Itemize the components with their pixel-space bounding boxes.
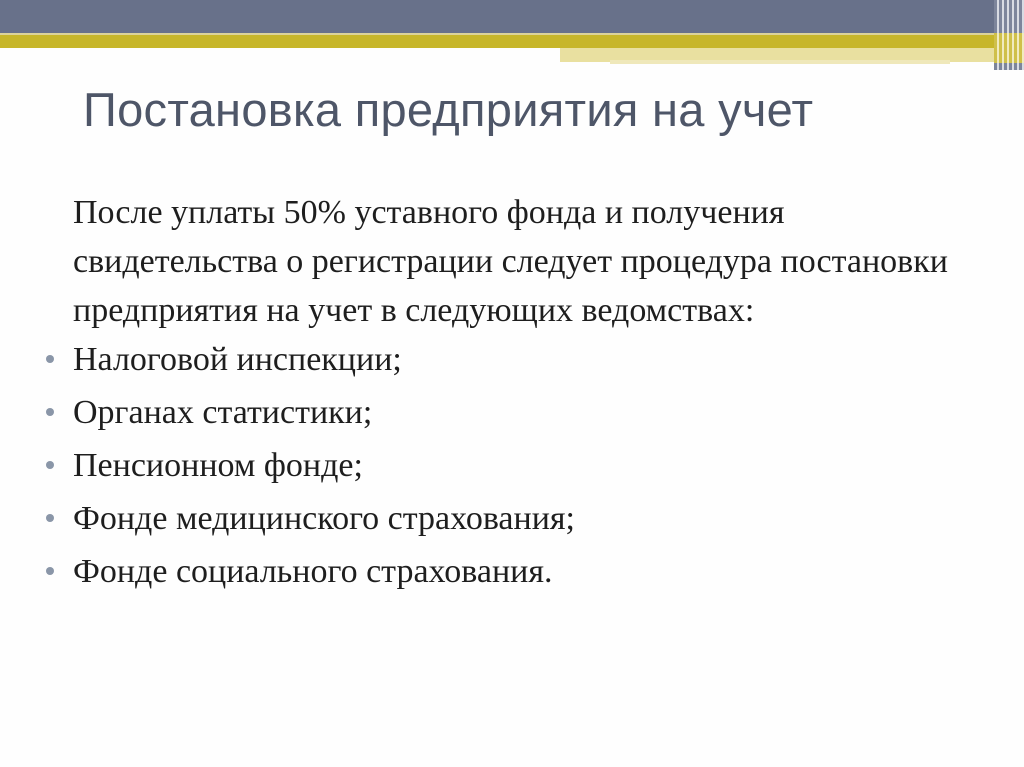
intro-paragraph: После уплаты 50% уставного фонда и получения свидетельства о регистрации следует процедура постановки предприятия на учет в следующих ведомствах:	[73, 194, 948, 329]
list-item	[73, 494, 993, 543]
bullet-dot-icon	[46, 461, 54, 469]
list-item-label: Органах статистики;	[73, 394, 373, 431]
list-item	[73, 335, 993, 384]
header-band-highlight	[0, 33, 994, 35]
list-item	[73, 441, 993, 490]
list-item	[73, 547, 993, 596]
header-band-gray	[0, 0, 994, 33]
list-item-label: Налоговой инспекции;	[73, 341, 402, 378]
bullet-dot-icon	[46, 408, 54, 416]
header-band-yellow-pale	[610, 60, 950, 64]
agencies-list	[73, 335, 993, 596]
slide-title: Постановка предприятия на учет	[83, 83, 814, 136]
list-item-label: Фонде медицинского страхования;	[73, 500, 575, 537]
list-item-label: Фонде социального страхования.	[73, 553, 553, 590]
bullet-dot-icon	[46, 514, 54, 522]
header-band-yellow	[0, 33, 994, 48]
bullet-dot-icon	[46, 567, 54, 575]
list-item-label: Пенсионном фонде;	[73, 447, 363, 484]
slide-content	[73, 188, 993, 600]
edge-stripes-yellow-decoration	[994, 33, 1024, 63]
bullet-dot-icon	[46, 355, 54, 363]
list-item	[73, 388, 993, 437]
